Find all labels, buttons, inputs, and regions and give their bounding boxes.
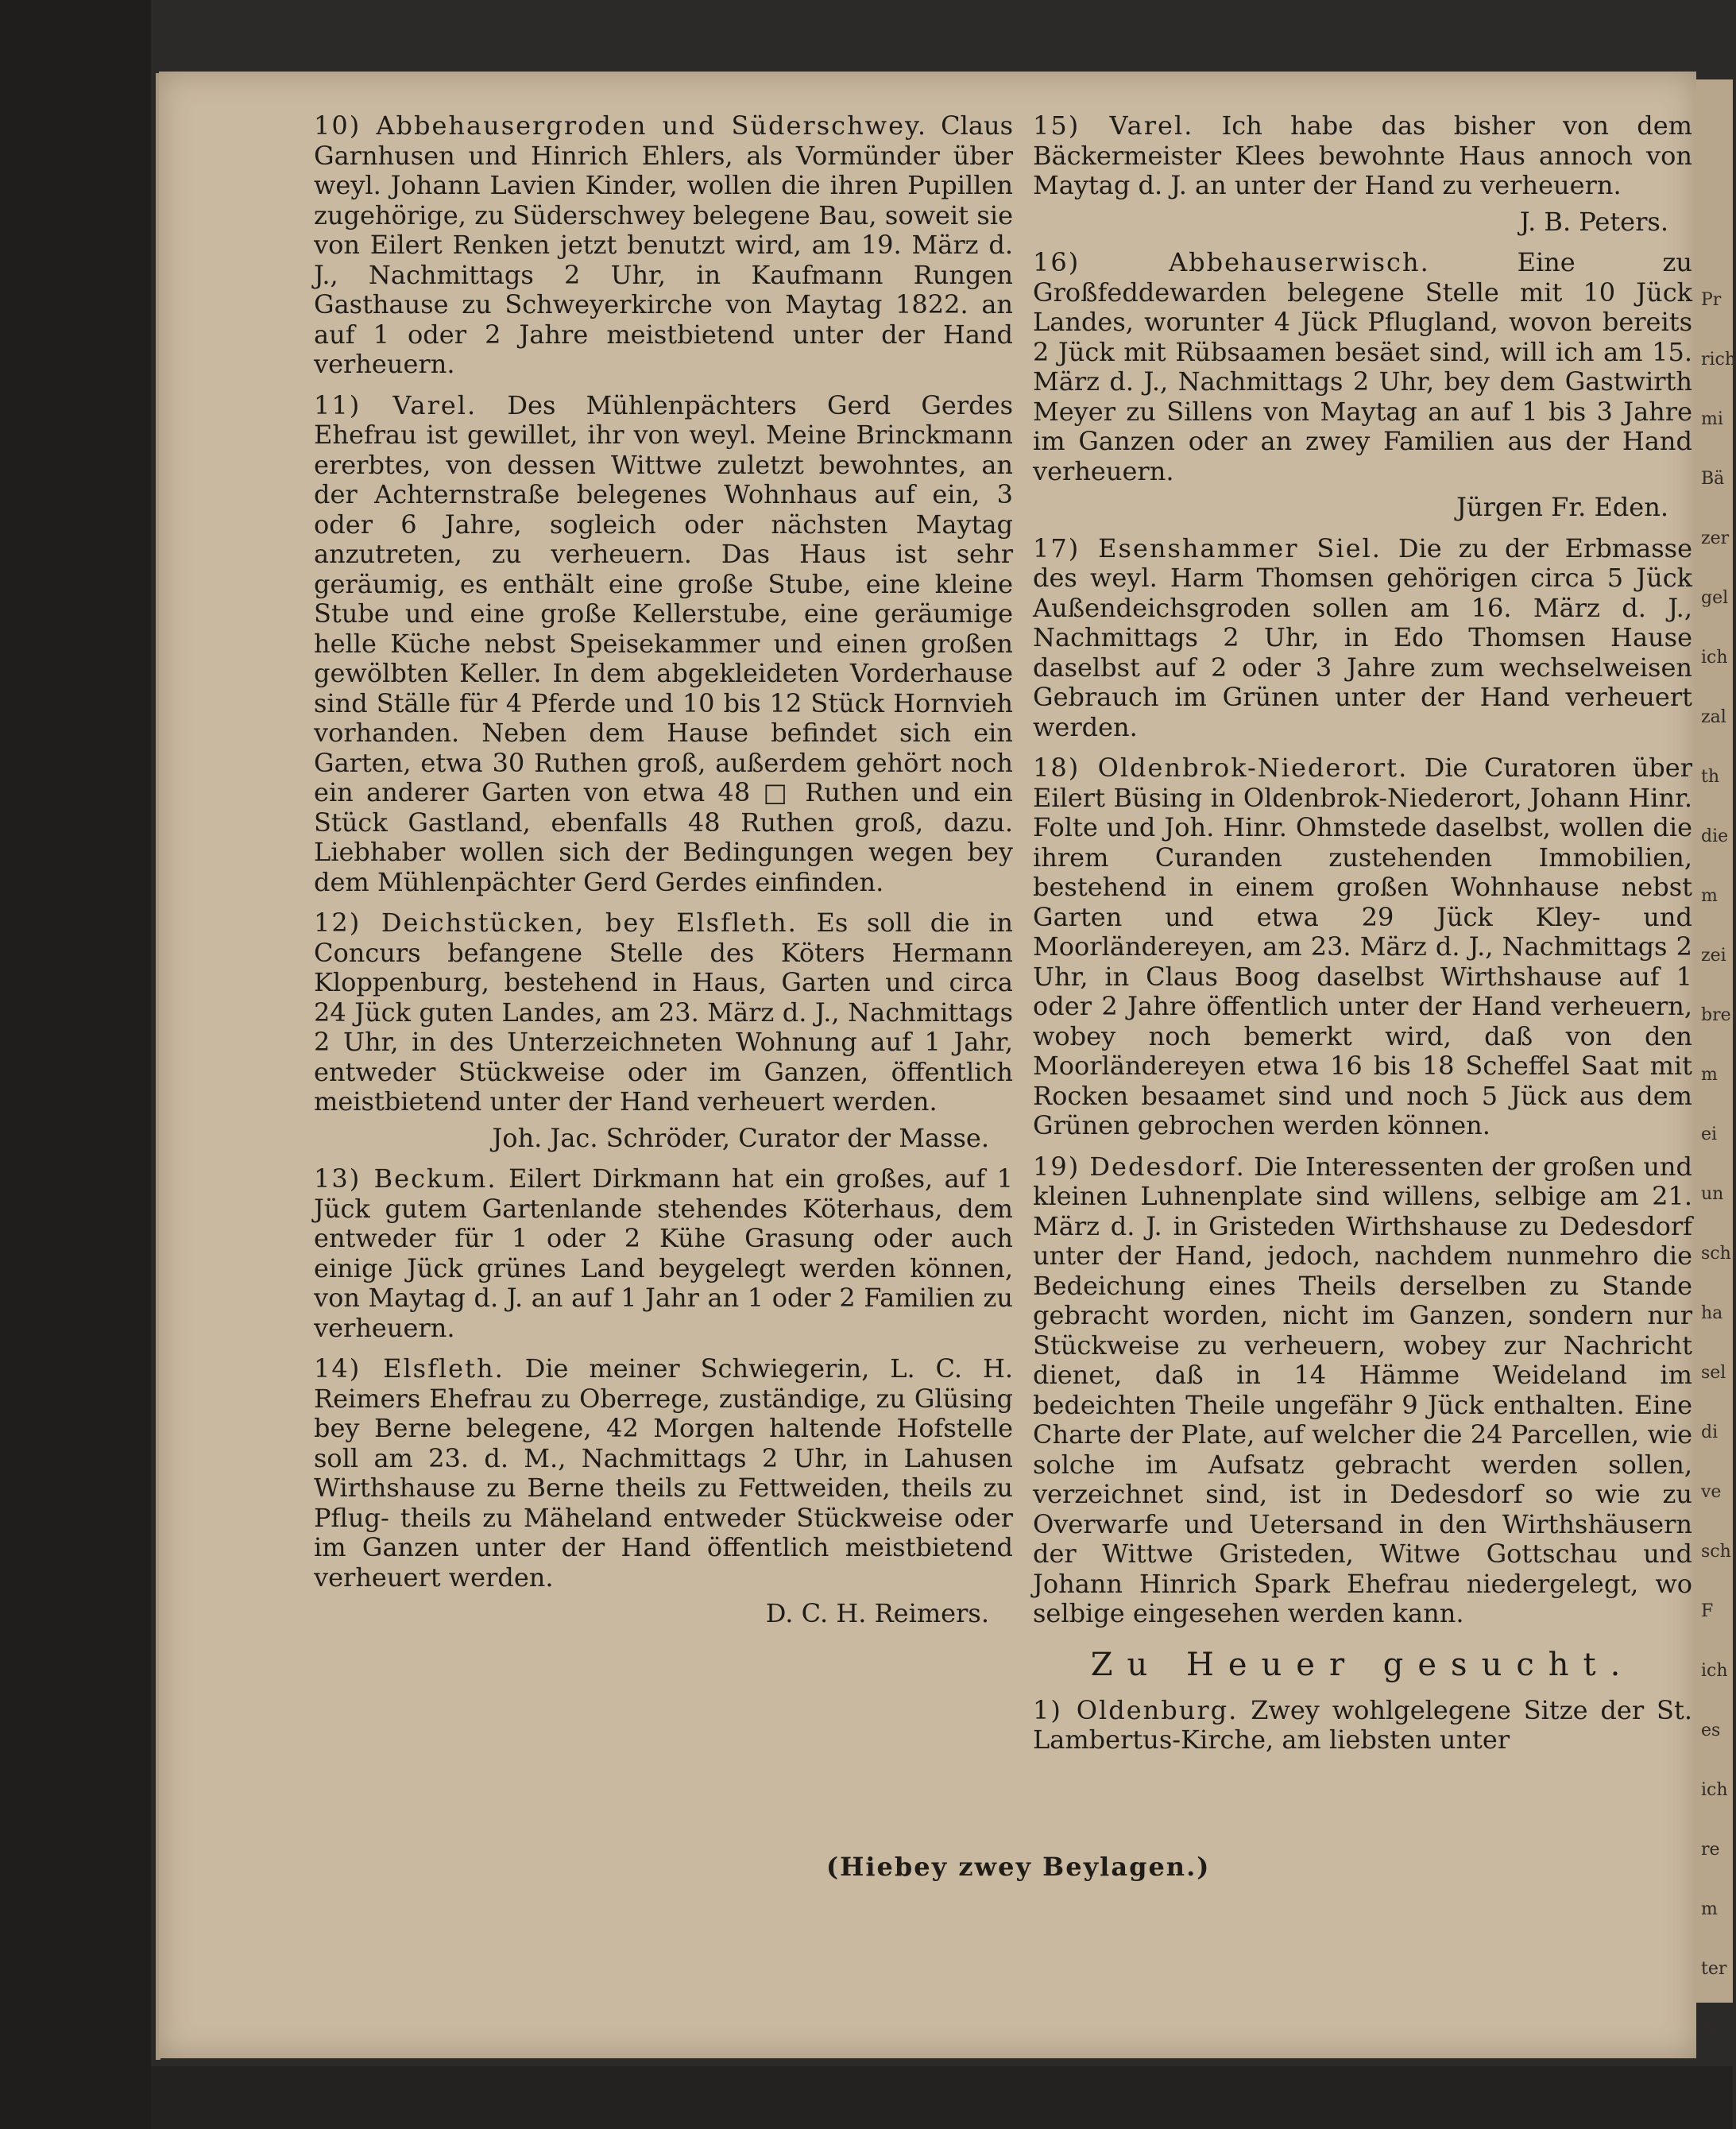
fragment-text: Pr: [1701, 290, 1722, 310]
fragment-text: ich: [1701, 648, 1728, 668]
notice-signature: D. C. H. Reimers.: [765, 1598, 989, 1628]
notice-heading: 10) Abbehausergroden und Süderschwey.: [314, 110, 927, 141]
fragment-text: ich: [1701, 1661, 1728, 1681]
notice-text: Eine zu Großfeddewarden belegene Stelle mit 10 Jück Landes, worunter 4 Jück Pflugland, wovon bereits 2 Jück mit Rübsaamen besäet sind, will ich am 15. März d. J., Nachmittags 2 Uhr, bey dem Gastwirth Meyer zu Sillens von Maytag an auf 1 bis 3 Jahre im Ganzen oder an zwey Familien aus der Hand verheuern.: [1033, 247, 1693, 486]
fragment-text: ve: [1701, 1482, 1722, 1502]
fragment-text: di: [1701, 1423, 1719, 1442]
notice-text: Die meiner Schwiegerin, L. C. H. Reimers Ehefrau zu Oberrege, zuständige, zu Glüsing bey Berne belegene, 42 Morgen haltende Hofstelle soll am 23. d. M., Nachmittags 2 Uhr, in Lahusen Wirthshause zu Berne theils zu Fettweiden, theils zu Pflug- theils zu Mäheland entweder Stückweise oder im Ganzen unter der Hand öffentlich meistbietend verheuert werden.: [314, 1353, 1014, 1593]
fragment-text: sch: [1701, 1244, 1731, 1264]
notice-text: Die Interessenten der großen und kleinen Luhnenplate sind willens, selbige am 21. März d. J. in Gristeden Wirthshause zu Dedesdorf unter der Hand, jedoch, nachdem nunmehro die Bedeichung eines Theils derselben zu Stande gebracht worden, nicht im Ganzen, sondern nur Stückweise zu verheuern, wobey zur Nachricht dienet, daß in 14 Hämme Weideland im bedeichten Theile ungefähr 9 Jück enthalten. Eine Charte der Plate, auf welcher die 24 Parcellen, wie solche im Aufsatz gebracht werden sollen, verzeichnet sind, ist in Dedesdorf so wie zu Overwarfe und Uetersand in den Wirthshäusern der Wittwe Gristeden, Witwe Gottschau und Johann Hinrich Spark Ehefrau niedergelegt, wo selbige eingesehen werden kann.: [1033, 1151, 1693, 1628]
notice-heading: 12) Deichstücken, bey Elsfleth.: [314, 908, 798, 938]
notice-16: [1033, 248, 1692, 486]
notice-signature: Jürgen Fr. Eden.: [1456, 492, 1668, 522]
notice-text: Die zu der Erbmasse des weyl. Harm Thomsen gehörigen circa 5 Jück Außendeichsgroden sollen am 16. März d. J., Nachmittags 2 Uhr, in Edo Thomsen Hause daselbst auf 2 oder 3 Jahre zum wechselweisen Gebrauch im Grünen unter der Hand verheuert werden.: [1033, 532, 1693, 742]
notice-heading: 13) Beckum.: [314, 1163, 497, 1194]
notice-15: [1033, 111, 1692, 201]
notice-18: [1033, 753, 1692, 1141]
notice-signature: J. B. Peters.: [1519, 206, 1668, 237]
fragment-text: m: [1701, 1899, 1718, 1919]
fragment-text: m: [1701, 1065, 1718, 1085]
fragment-text: gel: [1701, 588, 1729, 608]
notice-text: Eilert Dirkmann hat ein großes, auf 1 Jück gutem Gartenlande stehendes Köterhaus, dem entweder für 1 oder 2 Kühe Grasung oder auch einige Jück grünes Land beygelegt werden können, von Maytag d. J. an auf 1 Jahr an 1 oder 2 Familien zu verheuern.: [314, 1163, 1014, 1343]
notice-signature: Joh. Jac. Schröder, Curator der Masse.: [492, 1122, 989, 1153]
notice-13: [314, 1164, 1013, 1343]
notice-19: [1033, 1152, 1692, 1629]
notice-text: Es soll die in Concurs befangene Stelle des Köters Hermann Kloppenburg, bestehend in Haus, Garten und circa 24 Jück guten Landes, am 23. März d. J., Nachmittags 2 Uhr, in des Unterzeichneten Wohnung auf 1 Jahr, entweder Stückweise oder im Ganzen, öffentlich meistbietend unter der Hand verheuert werden.: [314, 908, 1014, 1117]
notice-12: [314, 908, 1013, 1117]
notice-text: Des Mühlenpächters Gerd Gerdes Ehefrau ist gewillet, ihr von weyl. Meine Brinckmann ererbtes, von dessen Wittwe zuletzt bewohntes, an der Achternstraße belegenes Wohnhaus auf ein, 3 oder 6 Jahre, sogleich oder nächsten Maytag anzutreten, zu verheuern. Das Haus ist sehr geräumig, es enthält eine große Stube, eine kleine Stube und eine große Kellerstube, eine geräumige helle Küche nebst Speisekammer und einen großen gewölbten Keller. In dem abgekleideten Vorderhause sind Ställe für 4 Pferde und 10 bis 12 Stück Hornvieh vorhanden. Neben dem Hause befindet sich ein Garten, etwa 30 Ruthen groß, außerdem gehört noch ein anderer Garten von etwa 48 □ Ruthen und ein Stück Gastland, ebenfalls 48 Ruthen groß, dazu. Liebhaber wollen sich der Bedingungen wegen bey dem Mühlenpächter Gerd Gerdes einfinden.: [314, 389, 1014, 897]
fragment-text: sel: [1701, 1363, 1726, 1383]
notice-11: [314, 391, 1013, 898]
notice-17: [1033, 534, 1692, 743]
fragment-text: die: [1701, 826, 1729, 846]
fragment-text: th: [1701, 767, 1720, 787]
fragment-text: zer: [1701, 528, 1730, 548]
notice-text: Claus Garnhusen und Hinrich Ehlers, als Vormünder über weyl. Johann Lavien Kinder, wollen die ihren Pupillen zugehörige, zu Süderschwey belegene Bau, soweit sie von Eilert Renken jetzt benutzt wird, am 19. März d. J., Nachmittags 2 Uhr, in Kaufmann Rungen Gasthause zu Schweyerkirche von Maytag 1822. an auf 1 oder 2 Jahre meistbietend unter der Hand verheuern.: [314, 110, 1013, 379]
fragment-text: re: [1701, 1840, 1720, 1860]
notice-heading: 1) Oldenburg.: [1033, 1694, 1239, 1725]
right-column: [1033, 111, 1692, 1767]
notice-heading: 14) Elsfleth.: [314, 1353, 505, 1384]
notice-heading: 15) Varel.: [1033, 110, 1194, 141]
fragment-text: zei: [1701, 946, 1726, 966]
fragment-text: Bä: [1701, 469, 1725, 489]
fragment-text: ha: [1701, 1303, 1723, 1323]
fragment-text: ich: [1701, 1780, 1728, 1800]
fragment-text: ri: [1701, 2019, 1715, 2038]
notice-10: [314, 111, 1013, 380]
wanted-1: [1033, 1696, 1692, 1755]
fragment-text: ei: [1701, 1124, 1718, 1144]
notice-heading: 18) Oldenbrok-Niederort.: [1033, 753, 1409, 783]
section-heading: Zu Heuer gesucht.: [1090, 1646, 1635, 1683]
notice-text: Zwey wohlgelegene Sitze der St. Lambertus-Kirche, am liebsten unter: [1033, 1694, 1693, 1755]
fragment-text: zal: [1701, 707, 1726, 727]
supplement-note: (Hiebey zwey Beylagen.): [826, 1852, 1211, 1882]
notice-heading: 11) Varel.: [314, 389, 477, 420]
notice-text: Die Curatoren über Eilert Büsing in Oldenbrok-Niederort, Johann Hinr. Folte und Joh. Hinr. Ohmstede daselbst, wollen die ihrem Curanden zustehenden Immobilien, bestehend in einem großen Wohnhause nebst Garten und etwa 29 Jück Kley- und Moorländereyen, am 23. März d. J., Nachmittags 2 Uhr, in Claus Boog daselbst Wirthshause auf 1 oder 2 Jahre öffentlich unter der Hand verheuern, wobey noch bemerkt wird, daß von den Moorländereyen etwa 16 bis 18 Scheffel Saat mit Rocken besaamet sind und noch 5 Jück aus dem Grünen gebrochen werden können.: [1033, 753, 1693, 1140]
adjacent-page-fragment: [1696, 79, 1736, 2038]
notice-heading: 17) Esenshammer Siel.: [1033, 532, 1382, 563]
fragment-text: sch: [1701, 1542, 1731, 1562]
notice-heading: 19) Dedesdorf.: [1033, 1151, 1246, 1182]
scan-background: [151, 2066, 1733, 2129]
fragment-text: es: [1701, 1721, 1721, 1740]
left-column: [314, 111, 1013, 1640]
fragment-text: F: [1701, 1601, 1714, 1621]
notice-heading: 16) Abbehauserwisch.: [1033, 247, 1430, 277]
fragment-text: ter: [1701, 1959, 1727, 1979]
fragment-text: mi: [1701, 409, 1723, 429]
notice-text: Ich habe das bisher von dem Bäckermeister Klees bewohnte Haus annoch von Maytag d. J. an unter der Hand zu verheuern.: [1033, 110, 1693, 200]
notice-14: [314, 1354, 1013, 1593]
fragment-text: rich: [1701, 350, 1736, 370]
fragment-text: bre: [1701, 1005, 1731, 1025]
book-spine: [0, 0, 151, 2129]
fragment-text: un: [1701, 1184, 1724, 1204]
fragment-text: m: [1701, 886, 1718, 906]
